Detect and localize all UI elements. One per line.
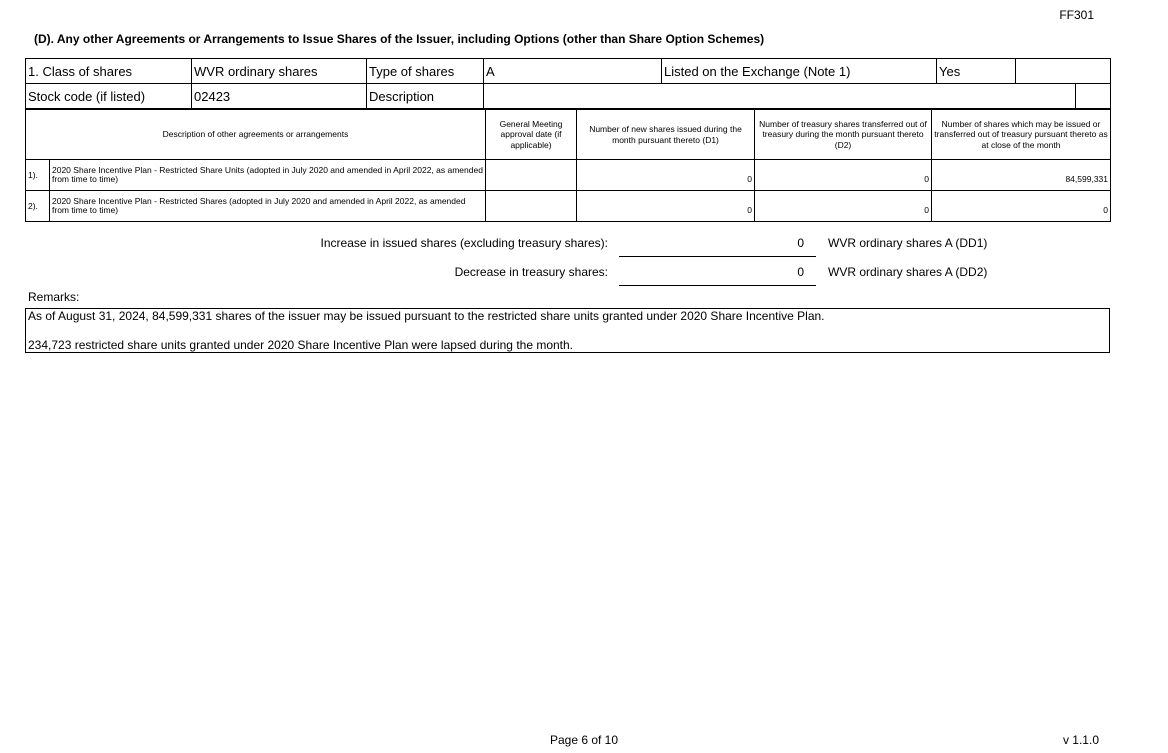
- remark-line: 234,723 restricted share units granted under 2020 Share Incentive Plan were lapsed during the month.: [28, 338, 574, 352]
- header-may-be-issued: Number of shares which may be issued or transferred out of treasury pursuant thereto as at close of the month: [932, 110, 1111, 160]
- increase-value: 0: [797, 236, 804, 250]
- remarks-label: Remarks:: [28, 290, 80, 304]
- listed-extra-cell: [1016, 59, 1111, 84]
- row-treasury-transferred: 0: [755, 191, 932, 222]
- header-description: Description of other agreements or arrangements: [26, 110, 486, 160]
- class-value: WVR ordinary shares: [192, 59, 367, 84]
- row-index: 1).: [26, 160, 50, 191]
- row-may-be-issued: 0: [932, 191, 1111, 222]
- type-value: A: [484, 59, 662, 84]
- listed-label: Listed on the Exchange (Note 1): [662, 59, 937, 84]
- header-new-shares: Number of new shares issued during the month pursuant thereto (D1): [577, 110, 755, 160]
- decrease-unit: WVR ordinary shares A (DD2): [828, 265, 988, 279]
- stock-code-value: 02423: [192, 84, 367, 109]
- description-value: [484, 84, 1076, 109]
- increase-unit: WVR ordinary shares A (DD1): [828, 236, 988, 250]
- arrangements-table: [25, 109, 1111, 222]
- table-header-row: [26, 110, 1111, 160]
- row-description: 2020 Share Incentive Plan - Restricted Share Units (adopted in July 2020 and amended in April 2022, as amended from time to time): [50, 160, 486, 191]
- row-approval-date: [486, 160, 577, 191]
- decrease-value: 0: [797, 265, 804, 279]
- row-new-shares: 0: [577, 191, 755, 222]
- row-approval-date: [486, 191, 577, 222]
- table-row: [26, 191, 1111, 222]
- section-title: (D). Any other Agreements or Arrangements to Issue Shares of the Issuer, including Options (other than Share Option Schemes): [34, 32, 765, 46]
- type-label: Type of shares: [367, 59, 484, 84]
- row-treasury-transferred: 0: [755, 160, 932, 191]
- remark-line: As of August 31, 2024, 84,599,331 shares of the issuer may be issued pursuant to the restricted share units granted under 2020 Share Incentive Plan.: [28, 309, 825, 323]
- form-code: FF301: [1059, 8, 1094, 22]
- row-index: 2).: [26, 191, 50, 222]
- header-treasury-transferred: Number of treasury shares transferred out of treasury during the month pursuant thereto (D2): [755, 110, 932, 160]
- version-label: v 1.1.0: [1062, 733, 1099, 747]
- description-label: Description: [367, 84, 484, 109]
- row-description: 2020 Share Incentive Plan - Restricted Shares (adopted in July 2020 and amended in April 2022, as amended from time to time): [50, 191, 486, 222]
- row-may-be-issued: 84,599,331: [932, 160, 1111, 191]
- row-new-shares: 0: [577, 160, 755, 191]
- stock-code-row: [26, 84, 1111, 109]
- increase-label: Increase in issued shares (excluding treasury shares):: [320, 236, 608, 250]
- remarks-box: [25, 308, 1110, 353]
- table-row: [26, 160, 1111, 191]
- class-label: 1. Class of shares: [26, 59, 192, 84]
- share-class-row: [26, 59, 1111, 84]
- description-extra-cell: [1076, 84, 1111, 109]
- listed-value: Yes: [937, 59, 1016, 84]
- decrease-label: Decrease in treasury shares:: [454, 265, 608, 279]
- page-number: Page 6 of 10: [549, 733, 619, 747]
- share-info-table: [25, 58, 1111, 109]
- stock-code-label: Stock code (if listed): [26, 84, 192, 109]
- header-approval-date: General Meeting approval date (if applicable): [486, 110, 577, 160]
